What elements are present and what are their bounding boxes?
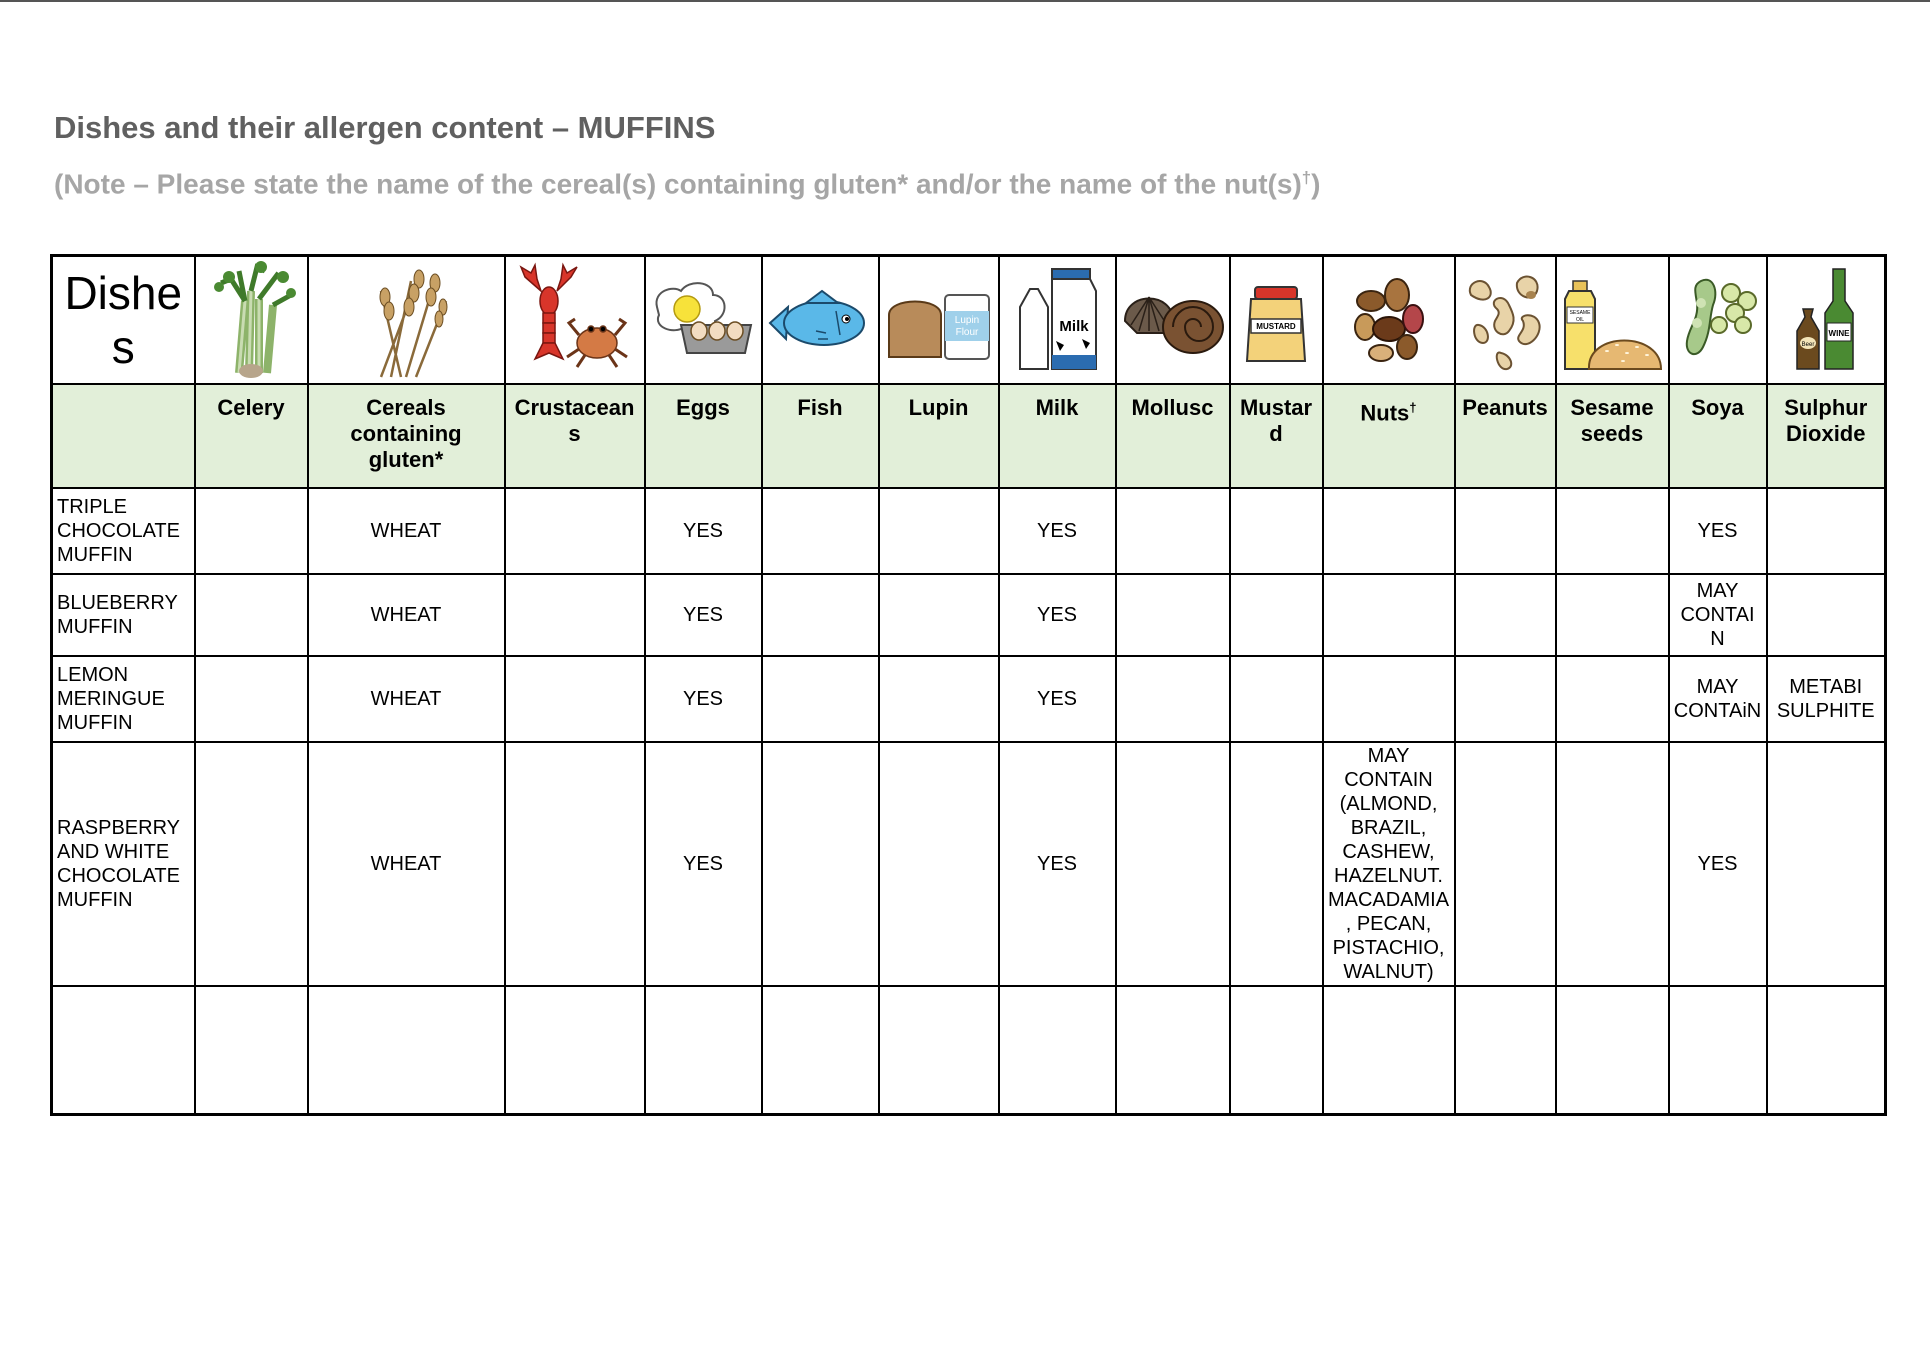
cell-value-line: WHEAT <box>370 520 442 542</box>
note-text: (Note – Please state the name of the cereal(s) containing gluten* and/or the name of the nut(s) <box>54 168 1302 200</box>
header-line: Dioxide <box>1786 421 1866 446</box>
dish-name-line: BLUEBERRY <box>57 592 178 614</box>
allergen-cell <box>1116 488 1230 574</box>
nuts-icon <box>1337 261 1441 379</box>
sesame-icon <box>1557 261 1667 379</box>
allergen-cell <box>308 488 505 574</box>
allergen-cell <box>762 656 879 742</box>
dishes-header-line: Dishe <box>64 267 183 319</box>
top-border-line <box>0 0 1930 2</box>
allergen-cell <box>762 488 879 574</box>
header-line: gluten* <box>368 447 444 472</box>
allergen-cell <box>879 742 999 986</box>
header-line: Cereals <box>366 395 446 420</box>
wheat-icon <box>351 261 461 379</box>
cell-value-line: CONTAI <box>1680 604 1755 626</box>
sesame-label-1: SESAME <box>1569 310 1591 316</box>
allergen-cell <box>1230 574 1323 656</box>
cell-value-line: PISTACHIO, <box>1332 937 1445 959</box>
icon-row <box>52 256 1886 385</box>
beer-label: Beer <box>1801 342 1815 348</box>
table-row <box>52 574 1886 656</box>
mollusc-icon <box>1117 261 1229 379</box>
cell-value-line: WALNUT) <box>1343 961 1434 983</box>
allergen-cell <box>1455 656 1556 742</box>
allergen-cell <box>1230 488 1323 574</box>
milk-label: Milk <box>1059 318 1089 335</box>
header-line: Crustacean <box>514 395 635 420</box>
dish-name-line: RASPBERRY <box>57 817 181 839</box>
allergen-cell <box>879 656 999 742</box>
header-sulphur <box>1767 384 1886 488</box>
allergen-cell <box>1455 986 1556 1114</box>
celery-icon-cell <box>195 256 308 385</box>
allergen-cell <box>505 986 645 1114</box>
allergen-cell <box>505 574 645 656</box>
allergen-table <box>50 254 1887 1116</box>
allergen-cell <box>1323 986 1455 1114</box>
mustard-icon-cell <box>1230 256 1323 385</box>
wheat-icon-cell <box>308 256 505 385</box>
cell-value-line: MAY <box>1367 745 1410 767</box>
cell-value-line: MACADAMIA <box>1327 889 1450 911</box>
allergen-cell <box>505 656 645 742</box>
allergen-table-body <box>52 488 1886 1114</box>
allergen-cell <box>1323 574 1455 656</box>
allergen-cell <box>195 656 308 742</box>
header-celery <box>195 384 308 488</box>
allergen-cell <box>1767 742 1886 986</box>
allergen-cell <box>645 986 762 1114</box>
allergen-cell <box>195 574 308 656</box>
cell-value-line: CASHEW, <box>1342 841 1435 863</box>
cell-value-line: YES <box>1036 604 1078 626</box>
cell-value-line: YES <box>682 688 724 710</box>
allergen-cell <box>762 986 879 1114</box>
allergen-cell <box>1116 656 1230 742</box>
header-line: Peanuts <box>1462 395 1548 420</box>
milk-icon <box>1012 261 1102 379</box>
header-crustaceans <box>505 384 645 488</box>
dish-name-cell <box>52 574 195 656</box>
allergen-cell <box>308 742 505 986</box>
allergen-cell <box>1230 656 1323 742</box>
dish-name-line: CHOCOLATE <box>57 520 180 542</box>
dish-name-cell <box>52 656 195 742</box>
header-line: Sesame <box>1570 395 1654 420</box>
cell-value-line: CONTAiN <box>1673 700 1762 722</box>
allergen-cell <box>1230 742 1323 986</box>
allergen-cell <box>999 574 1116 656</box>
header-line: Mustar <box>1239 395 1313 420</box>
milk-icon-cell <box>999 256 1116 385</box>
allergen-cell <box>645 574 762 656</box>
header-line: s <box>568 421 581 446</box>
dish-name-cell <box>52 986 195 1114</box>
header-line: Fish <box>797 395 843 420</box>
lupin-label-1: Lupin <box>954 315 979 326</box>
page-title: Dishes and their allergen content – MUFFINS <box>54 110 716 145</box>
dishes-header-line: s <box>111 321 135 373</box>
header-line: Soya <box>1691 395 1744 420</box>
cell-value-line: MAY <box>1696 580 1739 602</box>
allergen-cell <box>1767 656 1886 742</box>
cell-value-line: BRAZIL, <box>1350 817 1427 839</box>
cell-value-line: N <box>1710 628 1725 650</box>
peanut-icon-cell <box>1455 256 1556 385</box>
dish-name-line: LEMON <box>57 664 129 686</box>
cell-value-line: WHEAT <box>370 853 442 875</box>
allergen-cell <box>1767 986 1886 1114</box>
table-row <box>52 656 1886 742</box>
mustard-icon <box>1239 261 1313 379</box>
cell-value-line: YES <box>1697 853 1738 875</box>
allergen-cell <box>999 656 1116 742</box>
header-sesame <box>1556 384 1669 488</box>
allergen-cell <box>1116 986 1230 1114</box>
allergen-cell <box>1556 742 1669 986</box>
allergen-cell <box>308 574 505 656</box>
allergen-cell <box>762 574 879 656</box>
dish-name-line: AND WHITE <box>57 841 170 863</box>
allergen-cell <box>308 656 505 742</box>
header-line: Celery <box>217 395 285 420</box>
allergen-cell <box>1556 488 1669 574</box>
allergen-cell <box>879 986 999 1114</box>
crustacean-icon-cell <box>505 256 645 385</box>
header-mollusc <box>1116 384 1230 488</box>
allergen-cell <box>1323 742 1455 986</box>
allergen-cell <box>999 488 1116 574</box>
wine-label: WINE <box>1828 329 1850 338</box>
dish-name-cell <box>52 488 195 574</box>
allergen-cell <box>1767 488 1886 574</box>
cell-value-line: YES <box>682 853 724 875</box>
lupin-label-2: Flour <box>955 327 978 338</box>
header-mustard <box>1230 384 1323 488</box>
cell-value-line: MAY <box>1696 676 1739 698</box>
dishes-header <box>52 256 195 385</box>
allergen-cell <box>999 986 1116 1114</box>
allergen-cell <box>308 986 505 1114</box>
header-line: Eggs <box>676 395 730 420</box>
allergen-cell <box>879 488 999 574</box>
header-nuts <box>1323 384 1455 488</box>
dish-name-line: MUFFIN <box>57 712 133 734</box>
header-cereals <box>308 384 505 488</box>
header-line: seeds <box>1580 421 1644 446</box>
allergen-cell <box>195 986 308 1114</box>
fish-icon-cell <box>762 256 879 385</box>
crustacean-icon <box>515 261 635 379</box>
dish-name-line: TRIPLE <box>57 496 128 518</box>
header-line: Sulphur <box>1784 395 1868 420</box>
celery-icon <box>201 261 301 379</box>
header-line: containing <box>350 421 462 446</box>
cell-value-line: WHEAT <box>370 604 442 626</box>
egg-icon <box>647 261 759 379</box>
note-dagger: † <box>1301 168 1312 187</box>
cell-value-line: , PECAN, <box>1345 913 1432 935</box>
header-line: Nuts <box>1360 400 1410 426</box>
header-peanuts <box>1455 384 1556 488</box>
fish-icon <box>766 261 874 379</box>
wine-icon-cell <box>1767 256 1886 385</box>
dish-name-line: CHOCOLATE <box>57 865 180 887</box>
header-line: Lupin <box>908 395 969 420</box>
allergen-cell <box>1669 742 1767 986</box>
allergen-cell <box>645 488 762 574</box>
allergen-cell <box>879 574 999 656</box>
allergen-cell <box>645 656 762 742</box>
allergen-cell <box>1669 574 1767 656</box>
cell-value-line: HAZELNUT. <box>1334 865 1443 887</box>
dish-name-line: MUFFIN <box>57 544 133 566</box>
cell-value-line: YES <box>1697 520 1738 542</box>
allergen-cell <box>1230 986 1323 1114</box>
nuts-icon-cell <box>1323 256 1455 385</box>
header-eggs <box>645 384 762 488</box>
peanut-icon <box>1457 261 1553 379</box>
note-end: ) <box>1311 168 1321 200</box>
allergen-cell <box>1669 986 1767 1114</box>
dish-name-cell <box>52 742 195 986</box>
table-row <box>52 986 1886 1114</box>
allergen-cell <box>1556 574 1669 656</box>
allergen-cell <box>1323 488 1455 574</box>
sesame-label-2: OIL <box>1575 317 1585 323</box>
sesame-icon-cell <box>1556 256 1669 385</box>
header-fish <box>762 384 879 488</box>
allergen-cell <box>1455 574 1556 656</box>
cell-value-line: WHEAT <box>370 688 442 710</box>
cell-value-line: SULPHITE <box>1776 700 1875 722</box>
table-row <box>52 488 1886 574</box>
allergen-cell <box>1455 488 1556 574</box>
mollusc-icon-cell <box>1116 256 1230 385</box>
dish-name-line: MUFFIN <box>57 616 133 638</box>
header-line: d <box>1269 421 1283 446</box>
allergen-cell <box>505 742 645 986</box>
soya-icon-cell <box>1669 256 1767 385</box>
mustard-label: MUSTARD <box>1256 322 1296 331</box>
allergen-cell <box>195 488 308 574</box>
soya-icon <box>1673 261 1763 379</box>
allergen-cell <box>999 742 1116 986</box>
header-blank <box>52 384 195 488</box>
table-row <box>52 742 1886 986</box>
allergen-cell <box>1323 656 1455 742</box>
cell-value-line: CONTAIN <box>1344 769 1433 791</box>
allergen-cell <box>195 742 308 986</box>
allergen-cell <box>1116 742 1230 986</box>
cell-value-line: YES <box>682 520 724 542</box>
egg-icon-cell <box>645 256 762 385</box>
allergen-header-row <box>52 384 1886 488</box>
allergen-cell <box>1455 742 1556 986</box>
lupin-icon <box>883 261 995 379</box>
cell-value-line: YES <box>1036 853 1078 875</box>
lupin-icon-cell <box>879 256 999 385</box>
allergen-cell <box>1556 656 1669 742</box>
allergen-cell <box>645 742 762 986</box>
header-line: Mollusc <box>1131 395 1214 420</box>
dish-name-line: MUFFIN <box>57 889 133 911</box>
cell-value-line: YES <box>682 604 724 626</box>
header-dagger: † <box>1409 400 1417 415</box>
header-line: Milk <box>1035 395 1079 420</box>
page-note <box>54 168 1320 200</box>
header-lupin <box>879 384 999 488</box>
allergen-cell <box>1669 488 1767 574</box>
wine-icon <box>1791 261 1861 379</box>
dish-name-line: MERINGUE <box>57 688 165 710</box>
header-soya <box>1669 384 1767 488</box>
allergen-cell <box>1556 986 1669 1114</box>
header-milk <box>999 384 1116 488</box>
cell-value-line: METABI <box>1789 676 1863 698</box>
allergen-cell <box>762 742 879 986</box>
allergen-cell <box>505 488 645 574</box>
allergen-cell <box>1767 574 1886 656</box>
cell-value-line: YES <box>1036 688 1078 710</box>
allergen-cell <box>1669 656 1767 742</box>
cell-value-line: YES <box>1036 520 1078 542</box>
allergen-cell <box>1116 574 1230 656</box>
cell-value-line: (ALMOND, <box>1339 793 1438 815</box>
